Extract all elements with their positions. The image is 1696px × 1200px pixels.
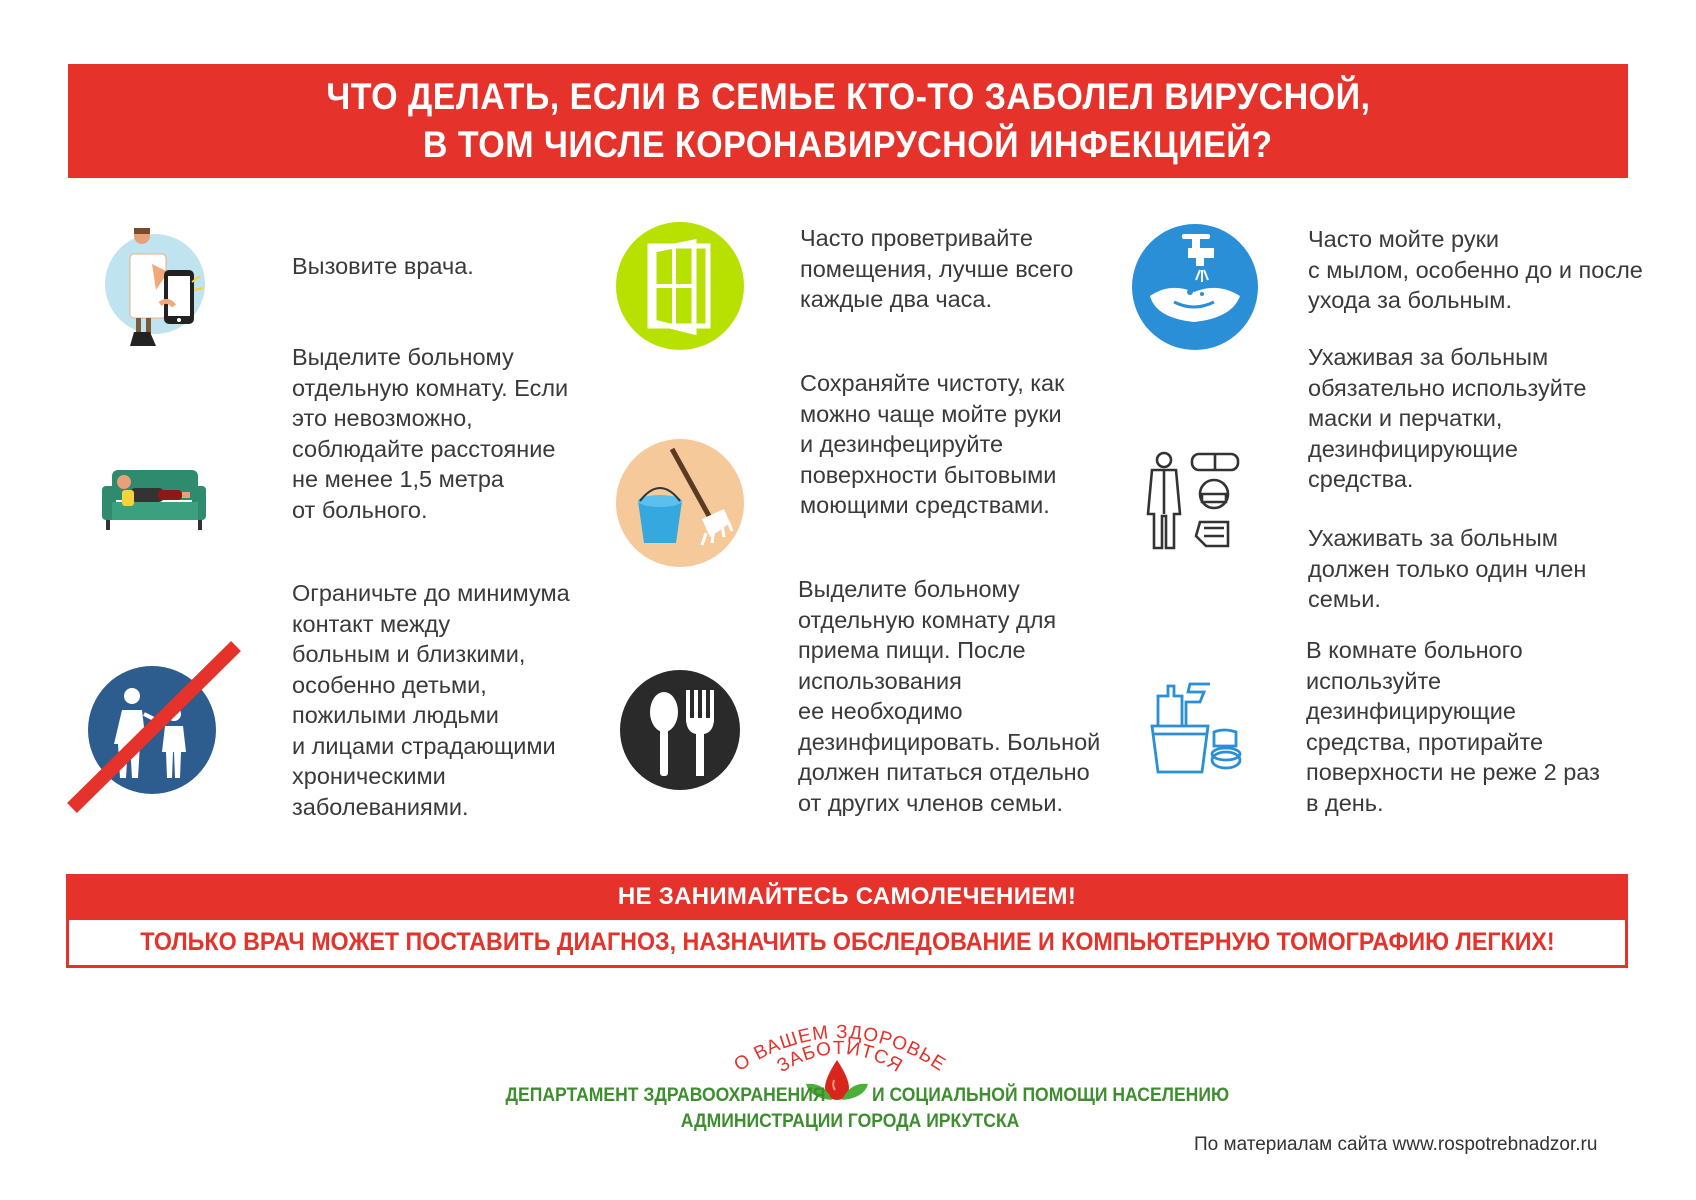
self-treatment-warning — [66, 874, 1628, 920]
page-title-line-1: ЧТО ДЕЛАТЬ, ЕСЛИ В СЕМЬЕ КТО-ТО ЗАБОЛЕЛ ВИРУСНОЙ, — [325, 76, 1371, 117]
sick-person-on-sofa-icon — [98, 466, 210, 536]
text-one-caregiver: Ухаживать за больным должен только один член семьи. — [1308, 525, 1587, 612]
text-separate-room: Выделите больному отдельную комнату. Если это невозможно, соблюдайте расстояние не менее 1,5 метра от больного. — [292, 344, 569, 523]
warning-details: ТОЛЬКО ВРАЧ МОЖЕТ ПОСТАВИТЬ ДИАГНОЗ, НАЗНАЧИТЬ ОБСЛЕДОВАНИЕ И КОМПЬЮТЕРНУЮ ТОМОГРАФИЮ ЛЕГКИХ! — [139, 928, 1555, 956]
slogan-line-1: О ВАШЕМ ЗДОРОВЬЕ — [730, 1021, 950, 1076]
protective-gear-icon — [1144, 450, 1244, 552]
cleaning-supplies-icon — [1144, 676, 1244, 776]
text-ventilate: Часто проветривайте помещения, лучше всего каждые два часа. — [800, 225, 1074, 312]
slogan-line-2: ЗАБОТИТСЯ — [773, 1037, 907, 1078]
text-wash-hands: Часто мойте руки с мылом, особенно до и после ухода за больным. — [1308, 226, 1643, 313]
warning-headline: НЕ ЗАНИМАЙТЕСЬ САМОЛЕЧЕНИЕМ! — [617, 883, 1077, 910]
text-separate-eating: Выделите больному отдельную комнату для приема пищи. После использования ее необходимо дезинфицировать. Больной должен питаться отдельно от других членов семьи. — [798, 576, 1101, 816]
doctor-phone-icon — [100, 224, 216, 350]
text-call-doctor: Вызовите врача. — [292, 253, 474, 279]
source-attribution: По материалам сайта www.rospotrebnadzor.ru — [1194, 1134, 1598, 1155]
spoon-fork-icon — [618, 668, 742, 792]
title-banner — [68, 64, 1628, 178]
text-disinfect-room: В комнате больного используйте дезинфицирующие средства, протирайте поверхности не реже 2 раз в день. — [1306, 637, 1600, 816]
administration-name: АДМИНИСТРАЦИИ ГОРОДА ИРКУТСКА — [680, 1110, 1020, 1132]
department-name-right: И СОЦИАЛЬНОЙ ПОМОЩИ НАСЕЛЕНИЮ — [872, 1084, 1230, 1106]
no-contact-icon — [64, 640, 244, 816]
department-name-left: ДЕПАРТАМЕНТ ЗДРАВООХРАНЕНИЯ — [505, 1084, 826, 1106]
text-keep-clean: Сохраняйте чистоту, как можно чаще мойте руки и дезинфецируйте поверхности бытовыми моющими средствами. — [800, 370, 1065, 518]
text-limit-contact: Ограничьте до минимума контакт между больным и близкими, особенно детьми, пожилыми людьми и лицами страдающими хроническими заболеваниями. — [292, 580, 570, 820]
bucket-mop-icon — [614, 437, 746, 569]
page-title-line-2: В ТОМ ЧИСЛЕ КОРОНАВИРУСНОЙ ИНФЕКЦИЕЙ? — [423, 124, 1273, 165]
window-icon — [614, 220, 746, 352]
hand-washing-icon — [1130, 222, 1260, 352]
text-use-masks: Ухаживая за больным обязательно используйте маски и перчатки, дезинфицирующие средства. — [1308, 344, 1587, 492]
doctor-only-notice — [66, 920, 1628, 968]
